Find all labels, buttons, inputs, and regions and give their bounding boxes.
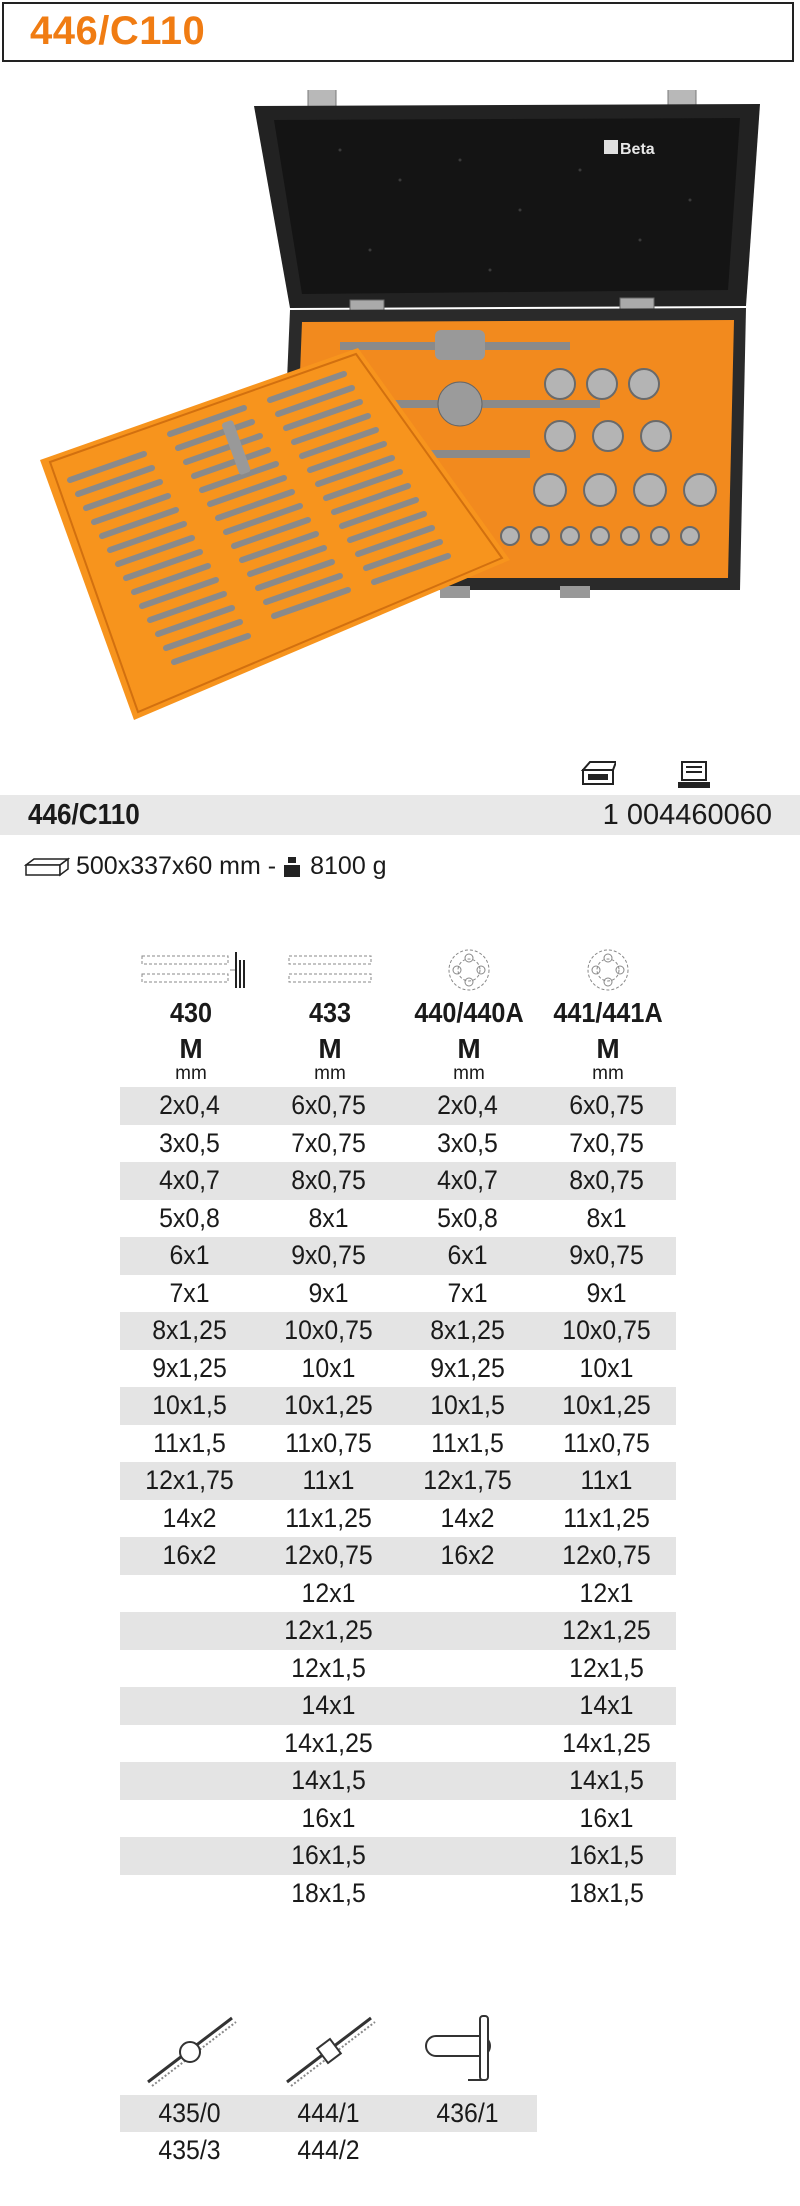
table-cell: 9x1: [586, 1277, 627, 1308]
table-cell: [404, 1612, 532, 1650]
table-cell: 12x1,5: [291, 1652, 366, 1683]
table-cell: 10x1: [579, 1352, 634, 1383]
table-row: [120, 1875, 676, 1913]
table-cell: [126, 1837, 254, 1875]
table-cell: 11x0,75: [563, 1427, 650, 1458]
table-cell: 9x1: [308, 1277, 349, 1308]
table-row: [120, 1762, 676, 1800]
page-title: 446/C110: [30, 9, 206, 53]
catalog-icon: [676, 760, 712, 790]
table-cell: 16x1,5: [569, 1840, 644, 1870]
table-cell: 3x0,5: [159, 1127, 220, 1158]
column-header-441: 441/441A M mm: [538, 945, 678, 1085]
table-cell: 6x1: [169, 1240, 210, 1270]
table-cell: 3x0,5: [437, 1127, 498, 1158]
table-row: [120, 1125, 676, 1163]
tap-icon: [285, 950, 375, 990]
table-cell: 4x0,7: [159, 1165, 220, 1195]
table-cell: [404, 1837, 532, 1875]
table-cell: 6x0,75: [291, 1090, 366, 1120]
table-cell: [126, 1725, 254, 1763]
table-row: [120, 1312, 676, 1350]
size-table: [120, 1087, 676, 1912]
table-cell: 12x0,75: [284, 1540, 373, 1570]
table-cell: 12x1: [579, 1577, 634, 1608]
table-cell: 11x1,25: [285, 1502, 372, 1533]
table-cell: 11x0,75: [285, 1427, 372, 1458]
product-code-bar: [0, 795, 800, 835]
table-cell: [126, 1612, 254, 1650]
accessory-row: [120, 2132, 537, 2169]
table-cell: 12x1: [301, 1577, 356, 1608]
table-cell: 12x0,75: [562, 1540, 651, 1570]
table-cell: 2x0,4: [159, 1090, 220, 1120]
table-row: [120, 1237, 676, 1275]
table-cell: 12x1,5: [569, 1652, 644, 1683]
table-cell: [126, 1650, 254, 1688]
table-row: [120, 1387, 676, 1425]
table-cell: [404, 1650, 532, 1688]
table-cell: 8x1: [308, 1202, 349, 1233]
table-cell: 8x1,25: [152, 1315, 227, 1345]
table-row: [120, 1275, 676, 1313]
table-cell: [126, 1875, 254, 1913]
table-cell: 16x1,5: [291, 1840, 366, 1870]
column-header-440: 440/440A M mm: [399, 945, 539, 1085]
table-cell: 14x1,5: [569, 1765, 644, 1795]
table-cell: 10x1,5: [152, 1390, 227, 1420]
table-cell: [404, 1725, 532, 1763]
table-cell: 14x1,25: [284, 1727, 373, 1758]
table-cell: 5x0,8: [437, 1202, 498, 1233]
table-cell: [404, 1800, 532, 1838]
table-cell: 6x0,75: [569, 1090, 644, 1120]
accessory-code: 444/1: [297, 2098, 360, 2128]
table-row: [120, 1350, 676, 1388]
table-cell: [404, 1762, 532, 1800]
accessory-code: 435/3: [158, 2135, 221, 2165]
accessory-code: 436/1: [436, 2098, 499, 2128]
table-cell: 16x2: [162, 1540, 217, 1570]
t-handle-icon: [418, 2010, 518, 2090]
table-cell: 8x1: [586, 1202, 627, 1233]
table-cell: [404, 1575, 532, 1613]
table-cell: 14x2: [162, 1502, 217, 1533]
table-row: [120, 1800, 676, 1838]
accessory-row: [120, 2095, 537, 2132]
dimensions-line: [24, 852, 387, 881]
table-row: [120, 1650, 676, 1688]
table-cell: 14x2: [440, 1502, 495, 1533]
table-row: [120, 1687, 676, 1725]
table-cell: 11x1,25: [563, 1502, 650, 1533]
die-icon: [446, 947, 492, 993]
table-cell: 14x1: [301, 1690, 356, 1720]
table-cell: 5x0,8: [159, 1202, 220, 1233]
table-cell: 10x1,25: [284, 1390, 373, 1420]
table-row: [120, 1462, 676, 1500]
table-cell: 11x1,5: [153, 1427, 226, 1458]
table-cell: [404, 1875, 532, 1913]
table-cell: 18x1,5: [291, 1877, 366, 1908]
table-cell: 10x1: [301, 1352, 356, 1383]
table-cell: 16x1: [301, 1802, 356, 1833]
table-row: [120, 1612, 676, 1650]
table-cell: 18x1,5: [569, 1877, 644, 1908]
table-cell: 8x0,75: [291, 1165, 366, 1195]
table-cell: [126, 1575, 254, 1613]
accessory-code: 444/2: [297, 2135, 360, 2165]
table-row: [120, 1500, 676, 1538]
table-cell: 11x1,5: [431, 1427, 504, 1458]
table-cell: 7x0,75: [291, 1127, 366, 1158]
weight-value: 8100 g: [310, 852, 387, 880]
table-row: [120, 1425, 676, 1463]
table-cell: [126, 1687, 254, 1725]
table-cell: 16x2: [440, 1540, 495, 1570]
table-cell: 10x0,75: [562, 1315, 651, 1345]
tap-icon: [136, 950, 246, 990]
die-stock-icon: [140, 2010, 240, 2090]
column-header-430: 430 M mm: [121, 945, 261, 1085]
brand-logo: Beta: [620, 141, 655, 158]
tap-wrench-icon: [279, 2010, 379, 2090]
product-code: 446/C110: [28, 799, 140, 831]
table-cell: 11x1: [302, 1465, 355, 1495]
table-row: [120, 1087, 676, 1125]
column-header-433: 433 M mm: [260, 945, 400, 1085]
table-row: [120, 1162, 676, 1200]
table-cell: 6x1: [447, 1240, 488, 1270]
title-box: [2, 2, 794, 62]
table-row: [120, 1200, 676, 1238]
table-cell: 12x1,25: [284, 1615, 373, 1645]
case-icon: [580, 760, 616, 788]
table-cell: [126, 1762, 254, 1800]
table-cell: 10x1,25: [562, 1390, 651, 1420]
accessory-code: [404, 2132, 532, 2169]
table-row: [120, 1537, 676, 1575]
table-cell: 4x0,7: [437, 1165, 498, 1195]
table-cell: 7x1: [447, 1277, 488, 1308]
article-number: 1 004460060: [602, 799, 772, 831]
size-icon: [24, 857, 70, 877]
table-cell: 11x1: [580, 1465, 633, 1495]
table-cell: 10x0,75: [284, 1315, 373, 1345]
table-cell: 8x0,75: [569, 1165, 644, 1195]
table-cell: 9x0,75: [569, 1240, 644, 1270]
table-cell: 16x1: [579, 1802, 634, 1833]
table-cell: 7x0,75: [569, 1127, 644, 1158]
accessory-code: 435/0: [158, 2098, 221, 2128]
table-cell: 14x1: [579, 1690, 634, 1720]
dimensions-value: 500x337x60 mm -: [76, 852, 277, 880]
weight-icon: [282, 855, 304, 879]
table-cell: 7x1: [169, 1277, 210, 1308]
table-cell: 12x1,75: [145, 1465, 234, 1495]
die-icon: [585, 947, 631, 993]
table-cell: 2x0,4: [437, 1090, 498, 1120]
table-row: [120, 1837, 676, 1875]
table-cell: 14x1,25: [562, 1727, 651, 1758]
table-cell: [126, 1800, 254, 1838]
table-cell: [404, 1687, 532, 1725]
table-cell: 14x1,5: [291, 1765, 366, 1795]
table-cell: 9x1,25: [152, 1352, 227, 1383]
table-row: [120, 1575, 676, 1613]
accessories-section: [120, 2005, 537, 2169]
product-photo: [40, 90, 760, 720]
table-cell: 10x1,5: [430, 1390, 505, 1420]
table-cell: 9x1,25: [430, 1352, 505, 1383]
table-cell: 8x1,25: [430, 1315, 505, 1345]
table-cell: 12x1,75: [423, 1465, 512, 1495]
table-cell: 9x0,75: [291, 1240, 366, 1270]
table-cell: 12x1,25: [562, 1615, 651, 1645]
table-row: [120, 1725, 676, 1763]
